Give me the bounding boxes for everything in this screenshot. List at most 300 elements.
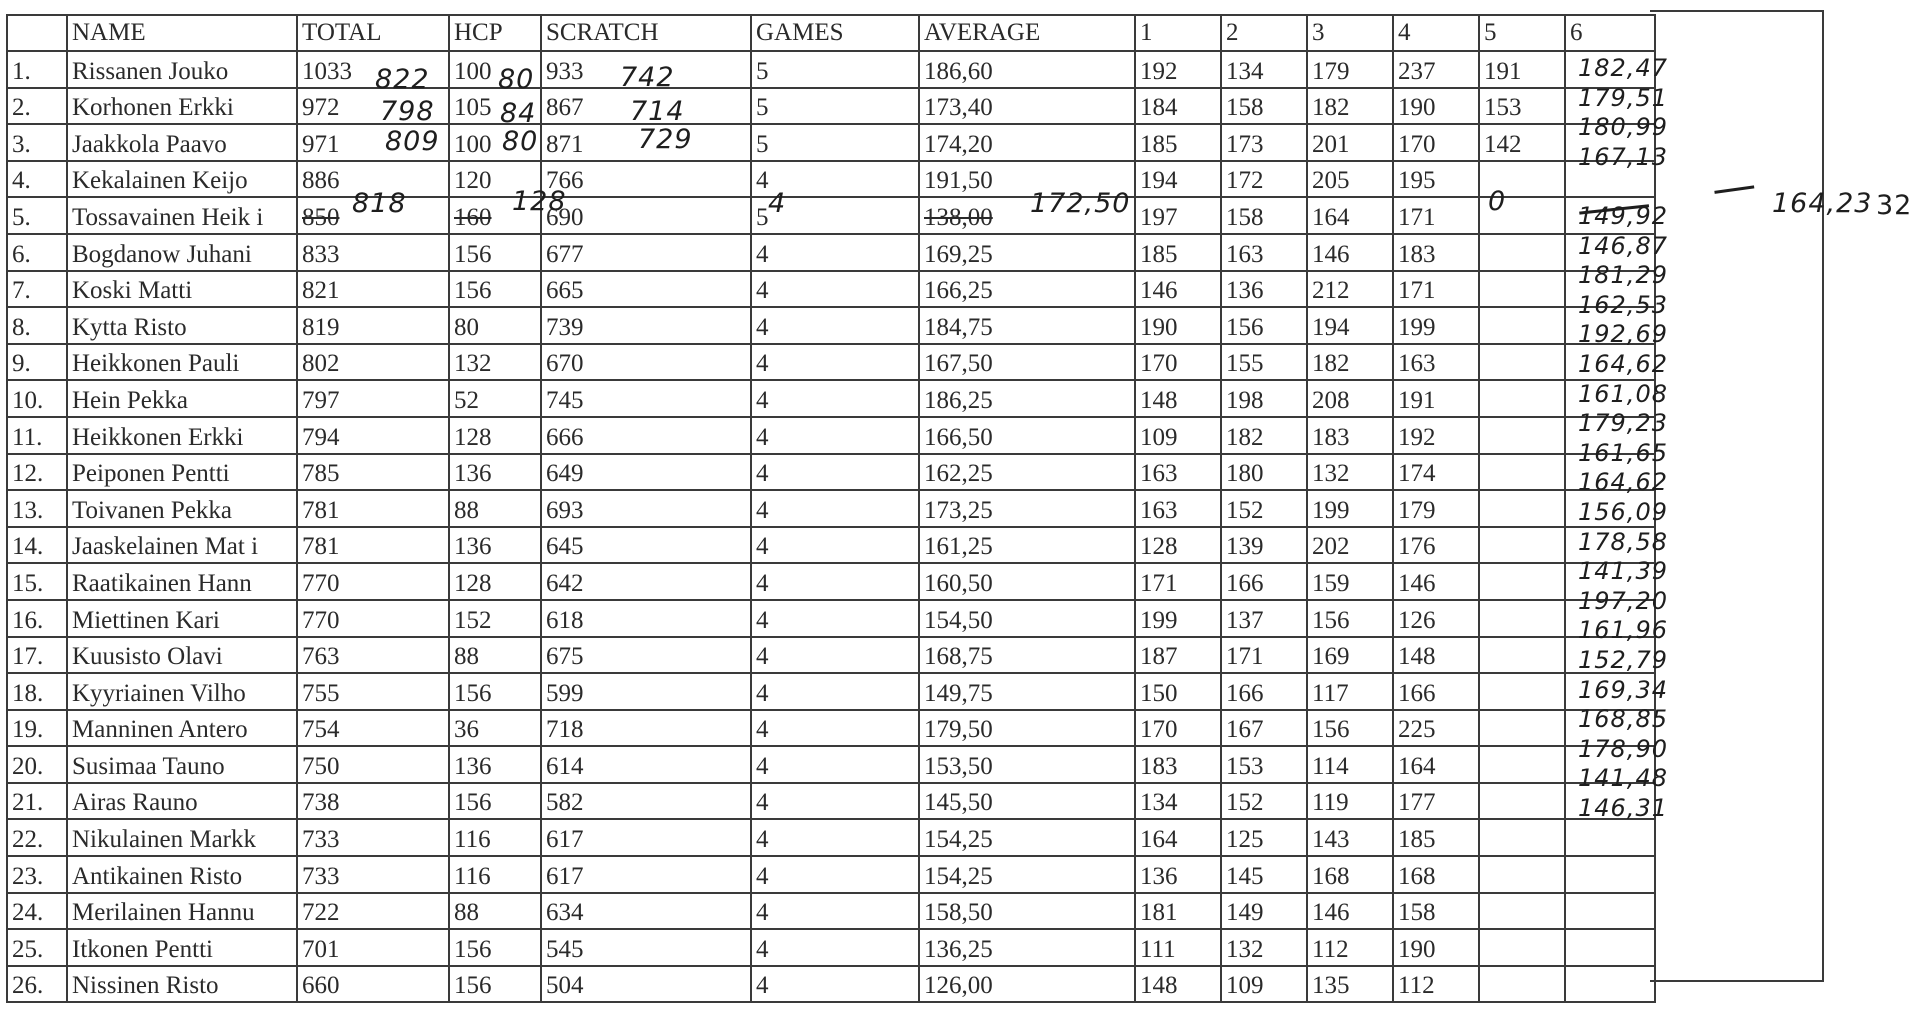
table-cell: Bogdanow Juhani	[67, 234, 297, 271]
table-cell: 4	[751, 161, 919, 198]
table-cell	[1479, 527, 1565, 564]
table-cell: 208	[1307, 380, 1393, 417]
table-cell: 8.	[7, 307, 67, 344]
table-cell: 10.	[7, 380, 67, 417]
hw-col6-value: 197,20	[1578, 586, 1668, 615]
table-cell: 18.	[7, 673, 67, 710]
table-cell: 617	[541, 856, 751, 893]
table-cell: 146	[1307, 893, 1393, 930]
table-cell: 176	[1393, 527, 1479, 564]
table-cell: 80	[449, 307, 541, 344]
table-cell: 4	[751, 271, 919, 308]
table-cell: 171	[1393, 197, 1479, 234]
table-cell: 158	[1221, 197, 1307, 234]
hw-col6-value: 179,51	[1578, 83, 1668, 112]
table-row	[7, 637, 1655, 674]
table-cell: 212	[1307, 271, 1393, 308]
table-cell	[1565, 819, 1655, 856]
table-cell: Heikkonen Pauli	[67, 344, 297, 381]
table-cell: 52	[449, 380, 541, 417]
table-cell: 9.	[7, 344, 67, 381]
table-cell: 4	[751, 710, 919, 747]
header-cell: 4	[1393, 15, 1479, 51]
table-cell	[1479, 893, 1565, 930]
table-cell: 136	[449, 746, 541, 783]
table-cell: 745	[541, 380, 751, 417]
table-cell: 156	[1307, 710, 1393, 747]
table-cell: Miettinen Kari	[67, 600, 297, 637]
table-cell: 645	[541, 527, 751, 564]
table-cell: 174,20	[919, 124, 1135, 161]
hw-col6-value: 167,13	[1578, 142, 1668, 171]
table-row	[7, 88, 1655, 125]
table-cell: 163	[1135, 454, 1221, 491]
table-cell	[1479, 563, 1565, 600]
table-cell: 4	[751, 307, 919, 344]
table-cell: 191,50	[919, 161, 1135, 198]
table-cell: 821	[297, 271, 449, 308]
table-cell: 171	[1135, 563, 1221, 600]
hw-col6-value: 178,58	[1578, 527, 1668, 556]
table-cell: Peiponen Pentti	[67, 454, 297, 491]
table-cell: 146	[1393, 563, 1479, 600]
table-cell: 171	[1393, 271, 1479, 308]
table-cell: Kytta Risto	[67, 307, 297, 344]
table-cell: 225	[1393, 710, 1479, 747]
table-cell: 14.	[7, 527, 67, 564]
table-cell: 172	[1221, 161, 1307, 198]
header-cell: GAMES	[751, 15, 919, 51]
table-cell: 617	[541, 819, 751, 856]
hw-col6-value: 146,87	[1578, 231, 1668, 260]
table-cell: 886	[297, 161, 449, 198]
table-cell: Itkonen Pentti	[67, 929, 297, 966]
table-row	[7, 307, 1655, 344]
table-cell: 660	[297, 966, 449, 1003]
table-cell: 143	[1307, 819, 1393, 856]
table-cell: 148	[1135, 966, 1221, 1003]
table-cell: Tossavainen Heik i	[67, 197, 297, 234]
table-cell: Korhonen Erkki	[67, 88, 297, 125]
table-cell: 88	[449, 637, 541, 674]
hw-row5-total: 818	[352, 188, 407, 219]
table-cell: 158	[1393, 893, 1479, 930]
table-cell: Manninen Antero	[67, 710, 297, 747]
table-cell: 182	[1221, 417, 1307, 454]
table-cell: 802	[297, 344, 449, 381]
hw-col6-value: 178,90	[1578, 734, 1668, 763]
table-cell: 128	[449, 563, 541, 600]
hw-row5-extra2: 32	[1876, 190, 1913, 221]
table-cell: 185	[1393, 819, 1479, 856]
table-cell: 4	[751, 746, 919, 783]
table-cell: 136	[449, 527, 541, 564]
table-row	[7, 600, 1655, 637]
table-cell: 582	[541, 783, 751, 820]
table-cell: 201	[1307, 124, 1393, 161]
table-cell: 197	[1135, 197, 1221, 234]
table-cell: 701	[297, 929, 449, 966]
table-cell	[1479, 454, 1565, 491]
table-cell: 199	[1393, 307, 1479, 344]
table-cell: 161,25	[919, 527, 1135, 564]
scores-table	[6, 14, 1656, 1003]
table-cell	[1479, 819, 1565, 856]
hw-col6-value: 164,62	[1578, 350, 1668, 378]
table-cell: Nikulainen Markk	[67, 819, 297, 856]
table-cell: 100	[449, 124, 541, 161]
table-cell: Airas Rauno	[67, 783, 297, 820]
table-cell: 164	[1393, 746, 1479, 783]
table-cell: 16.	[7, 600, 67, 637]
hw-col6-value: 181,29	[1578, 261, 1668, 290]
table-cell: 109	[1221, 966, 1307, 1003]
table-cell: 186,25	[919, 380, 1135, 417]
table-cell: 111	[1135, 929, 1221, 966]
table-cell: 690	[541, 197, 751, 234]
table-cell: 173,40	[919, 88, 1135, 125]
table-cell: 4	[751, 234, 919, 271]
table-cell: 4	[751, 344, 919, 381]
table-cell	[1479, 307, 1565, 344]
table-cell: 156	[1221, 307, 1307, 344]
table-row	[7, 527, 1655, 564]
table-cell: 26.	[7, 966, 67, 1003]
table-cell	[1479, 344, 1565, 381]
table-cell: 5	[751, 197, 919, 234]
table-cell: 194	[1135, 161, 1221, 198]
table-cell: 754	[297, 710, 449, 747]
table-cell: 750	[297, 746, 449, 783]
table-cell: 156	[1307, 600, 1393, 637]
table-cell: 148	[1135, 380, 1221, 417]
table-cell: 150	[1135, 673, 1221, 710]
table-cell: 693	[541, 490, 751, 527]
table-cell: 166	[1221, 563, 1307, 600]
table-cell: 781	[297, 490, 449, 527]
table-row	[7, 51, 1655, 88]
table-cell: 125	[1221, 819, 1307, 856]
table-cell: 781	[297, 527, 449, 564]
table-cell: 504	[541, 966, 751, 1003]
table-cell: 156	[449, 929, 541, 966]
table-cell: 148	[1393, 637, 1479, 674]
table-cell: Kyyriainen Vilho	[67, 673, 297, 710]
hw-row5-hcp: 128	[512, 186, 567, 217]
table-cell	[1479, 380, 1565, 417]
table-cell: 785	[297, 454, 449, 491]
table-cell: 152	[1221, 490, 1307, 527]
table-cell: 181	[1135, 893, 1221, 930]
table-cell: 12.	[7, 454, 67, 491]
table-cell: 5	[751, 51, 919, 88]
table-cell: 136	[449, 454, 541, 491]
table-cell: 4	[751, 527, 919, 564]
table-cell: 677	[541, 234, 751, 271]
table-row	[7, 124, 1655, 161]
table-cell: 179	[1307, 51, 1393, 88]
table-cell: 187	[1135, 637, 1221, 674]
table-cell	[1479, 856, 1565, 893]
table-cell: 871	[541, 124, 751, 161]
table-cell: Nissinen Risto	[67, 966, 297, 1003]
table-cell: 166	[1393, 673, 1479, 710]
table-row	[7, 929, 1655, 966]
table-cell: Hein Pekka	[67, 380, 297, 417]
table-cell: 112	[1393, 966, 1479, 1003]
table-cell: 4	[751, 893, 919, 930]
table-cell: 4	[751, 819, 919, 856]
hw-row2-hcp: 84	[500, 98, 537, 129]
table-row	[7, 819, 1655, 856]
table-cell: 599	[541, 673, 751, 710]
hw-row5-games: 4	[768, 188, 787, 219]
hw-row3-scratch: 729	[638, 124, 693, 155]
table-cell: 194	[1307, 307, 1393, 344]
table-cell: 100	[449, 51, 541, 88]
table-cell: 149	[1221, 893, 1307, 930]
table-cell: 4	[751, 966, 919, 1003]
table-cell: Susimaa Tauno	[67, 746, 297, 783]
table-cell: 119	[1307, 783, 1393, 820]
table-row	[7, 417, 1655, 454]
table-cell: 156	[449, 966, 541, 1003]
table-cell: 833	[297, 234, 449, 271]
table-row	[7, 380, 1655, 417]
table-cell: 185	[1135, 234, 1221, 271]
table-cell: 4	[751, 856, 919, 893]
table-cell	[1479, 966, 1565, 1003]
hw-col6-value: 179,23	[1578, 409, 1668, 438]
table-cell: 112	[1307, 929, 1393, 966]
hw-col6-value: 182,47	[1578, 54, 1668, 82]
table-cell: 153	[1221, 746, 1307, 783]
table-cell: 739	[541, 307, 751, 344]
table-cell: 763	[297, 637, 449, 674]
table-cell: 184	[1135, 88, 1221, 125]
table-cell: 733	[297, 819, 449, 856]
table-cell: Kekalainen Keijo	[67, 161, 297, 198]
header-cell: 6	[1565, 15, 1655, 51]
table-cell: 794	[297, 417, 449, 454]
table-cell: 136	[1221, 271, 1307, 308]
table-cell: 766	[541, 161, 751, 198]
header-cell: 3	[1307, 15, 1393, 51]
table-cell: 867	[541, 88, 751, 125]
hw-col6-value: 168,85	[1578, 705, 1668, 734]
table-row	[7, 966, 1655, 1003]
table-cell: 146	[1307, 234, 1393, 271]
table-cell: 156	[449, 271, 541, 308]
header-cell	[7, 15, 67, 51]
table-cell: 4	[751, 673, 919, 710]
table-cell: 199	[1135, 600, 1221, 637]
table-cell: 733	[297, 856, 449, 893]
table-cell: 167	[1221, 710, 1307, 747]
table-cell: 163	[1221, 234, 1307, 271]
table-cell: 649	[541, 454, 751, 491]
table-cell: 173,25	[919, 490, 1135, 527]
table-cell: 11.	[7, 417, 67, 454]
table-cell: 132	[1221, 929, 1307, 966]
table-cell: 185	[1135, 124, 1221, 161]
table-row	[7, 893, 1655, 930]
table-cell: 195	[1393, 161, 1479, 198]
table-cell: 17.	[7, 637, 67, 674]
table-cell: 183	[1135, 746, 1221, 783]
table-cell: 202	[1307, 527, 1393, 564]
table-cell: 22.	[7, 819, 67, 856]
table-cell: 145	[1221, 856, 1307, 893]
hw-row2-total: 798	[380, 96, 435, 127]
table-cell: 770	[297, 600, 449, 637]
table-cell: 545	[541, 929, 751, 966]
table-cell	[1479, 929, 1565, 966]
table-cell	[1479, 271, 1565, 308]
table-cell: 154,50	[919, 600, 1135, 637]
table-cell: 183	[1307, 417, 1393, 454]
table-row	[7, 673, 1655, 710]
table-cell: 154,25	[919, 819, 1135, 856]
table-cell: 180	[1221, 454, 1307, 491]
table-cell: 116	[449, 856, 541, 893]
table-cell: 1.	[7, 51, 67, 88]
table-cell	[1479, 783, 1565, 820]
table-cell: 186,60	[919, 51, 1135, 88]
table-cell: 25.	[7, 929, 67, 966]
hw-col6-value: 192,69	[1578, 320, 1668, 349]
table-cell: 190	[1393, 88, 1479, 125]
table-cell: Jaakkola Paavo	[67, 124, 297, 161]
table-cell: 1033	[297, 51, 449, 88]
table-cell: 614	[541, 746, 751, 783]
table-cell: Raatikainen Hann	[67, 563, 297, 600]
table-cell: 116	[449, 819, 541, 856]
table-cell: 237	[1393, 51, 1479, 88]
table-cell: 114	[1307, 746, 1393, 783]
table-cell	[1479, 746, 1565, 783]
table-cell: 972	[297, 88, 449, 125]
table-cell: 158,50	[919, 893, 1135, 930]
hw-row1-scratch: 742	[620, 62, 675, 93]
scribble-mark	[1714, 185, 1757, 217]
table-cell: 182	[1307, 344, 1393, 381]
table-cell: 142	[1479, 124, 1565, 161]
header-cell: 5	[1479, 15, 1565, 51]
table-cell: 722	[297, 893, 449, 930]
table-cell: 4	[751, 417, 919, 454]
table-row	[7, 161, 1655, 198]
header-cell: SCRATCH	[541, 15, 751, 51]
table-cell: 168,75	[919, 637, 1135, 674]
table-row	[7, 490, 1655, 527]
table-cell: 665	[541, 271, 751, 308]
table-cell: 718	[541, 710, 751, 747]
table-cell: 192	[1135, 51, 1221, 88]
table-cell: 670	[541, 344, 751, 381]
table-row	[7, 856, 1655, 893]
table-cell: 191	[1479, 51, 1565, 88]
table-cell: 134	[1221, 51, 1307, 88]
hw-row1-hcp: 80	[498, 64, 535, 95]
table-cell: 138,00	[919, 197, 1135, 234]
table-cell: 132	[1307, 454, 1393, 491]
table-cell: 19.	[7, 710, 67, 747]
table-cell: 4	[751, 454, 919, 491]
sheet-right-border	[1650, 10, 1824, 982]
table-cell: 126	[1393, 600, 1479, 637]
header-cell: 2	[1221, 15, 1307, 51]
table-cell: 156	[449, 234, 541, 271]
hw-row5-extra: 164,23	[1772, 188, 1873, 219]
table-cell: 190	[1393, 929, 1479, 966]
hw-col6-value: 180,99	[1578, 113, 1668, 142]
table-cell: 618	[541, 600, 751, 637]
table-cell: 137	[1221, 600, 1307, 637]
table-cell: 128	[1135, 527, 1221, 564]
table-cell: 88	[449, 490, 541, 527]
table-cell: 105	[449, 88, 541, 125]
table-cell: 5.	[7, 197, 67, 234]
table-row	[7, 344, 1655, 381]
table-cell: 192	[1393, 417, 1479, 454]
table-cell: 169,25	[919, 234, 1135, 271]
table-cell: 155	[1221, 344, 1307, 381]
table-cell: Heikkonen Erkki	[67, 417, 297, 454]
table-cell: 117	[1307, 673, 1393, 710]
table-cell: 168	[1307, 856, 1393, 893]
table-cell: 15.	[7, 563, 67, 600]
table-cell: 634	[541, 893, 751, 930]
table-row	[7, 234, 1655, 271]
table-cell: 4.	[7, 161, 67, 198]
table-cell: 675	[541, 637, 751, 674]
table-cell: 770	[297, 563, 449, 600]
table-cell: 199	[1307, 490, 1393, 527]
table-cell: 4	[751, 380, 919, 417]
table-cell: 5	[751, 124, 919, 161]
table-row	[7, 454, 1655, 491]
table-cell: 21.	[7, 783, 67, 820]
table-row	[7, 563, 1655, 600]
table-cell: 5	[751, 88, 919, 125]
header-cell: HCP	[449, 15, 541, 51]
table-cell: 135	[1307, 966, 1393, 1003]
header-cell: AVERAGE	[919, 15, 1135, 51]
table-cell: 126,00	[919, 966, 1135, 1003]
table-cell: 933	[541, 51, 751, 88]
table-cell: 134	[1135, 783, 1221, 820]
table-cell: 2.	[7, 88, 67, 125]
table-cell: 184,75	[919, 307, 1135, 344]
table-cell: 174	[1393, 454, 1479, 491]
table-cell: 152	[1221, 783, 1307, 820]
table-cell: 7.	[7, 271, 67, 308]
table-cell: 136,25	[919, 929, 1135, 966]
hw-col6-value: 161,08	[1578, 379, 1668, 408]
table-cell: 738	[297, 783, 449, 820]
table-cell	[1479, 417, 1565, 454]
table-cell: 666	[541, 417, 751, 454]
table-cell: 88	[449, 893, 541, 930]
table-cell	[1479, 710, 1565, 747]
table-cell: 191	[1393, 380, 1479, 417]
table-cell: 156	[449, 673, 541, 710]
table-cell: 13.	[7, 490, 67, 527]
table-cell: 179	[1393, 490, 1479, 527]
table-cell: 166,50	[919, 417, 1135, 454]
table-cell: 170	[1135, 344, 1221, 381]
